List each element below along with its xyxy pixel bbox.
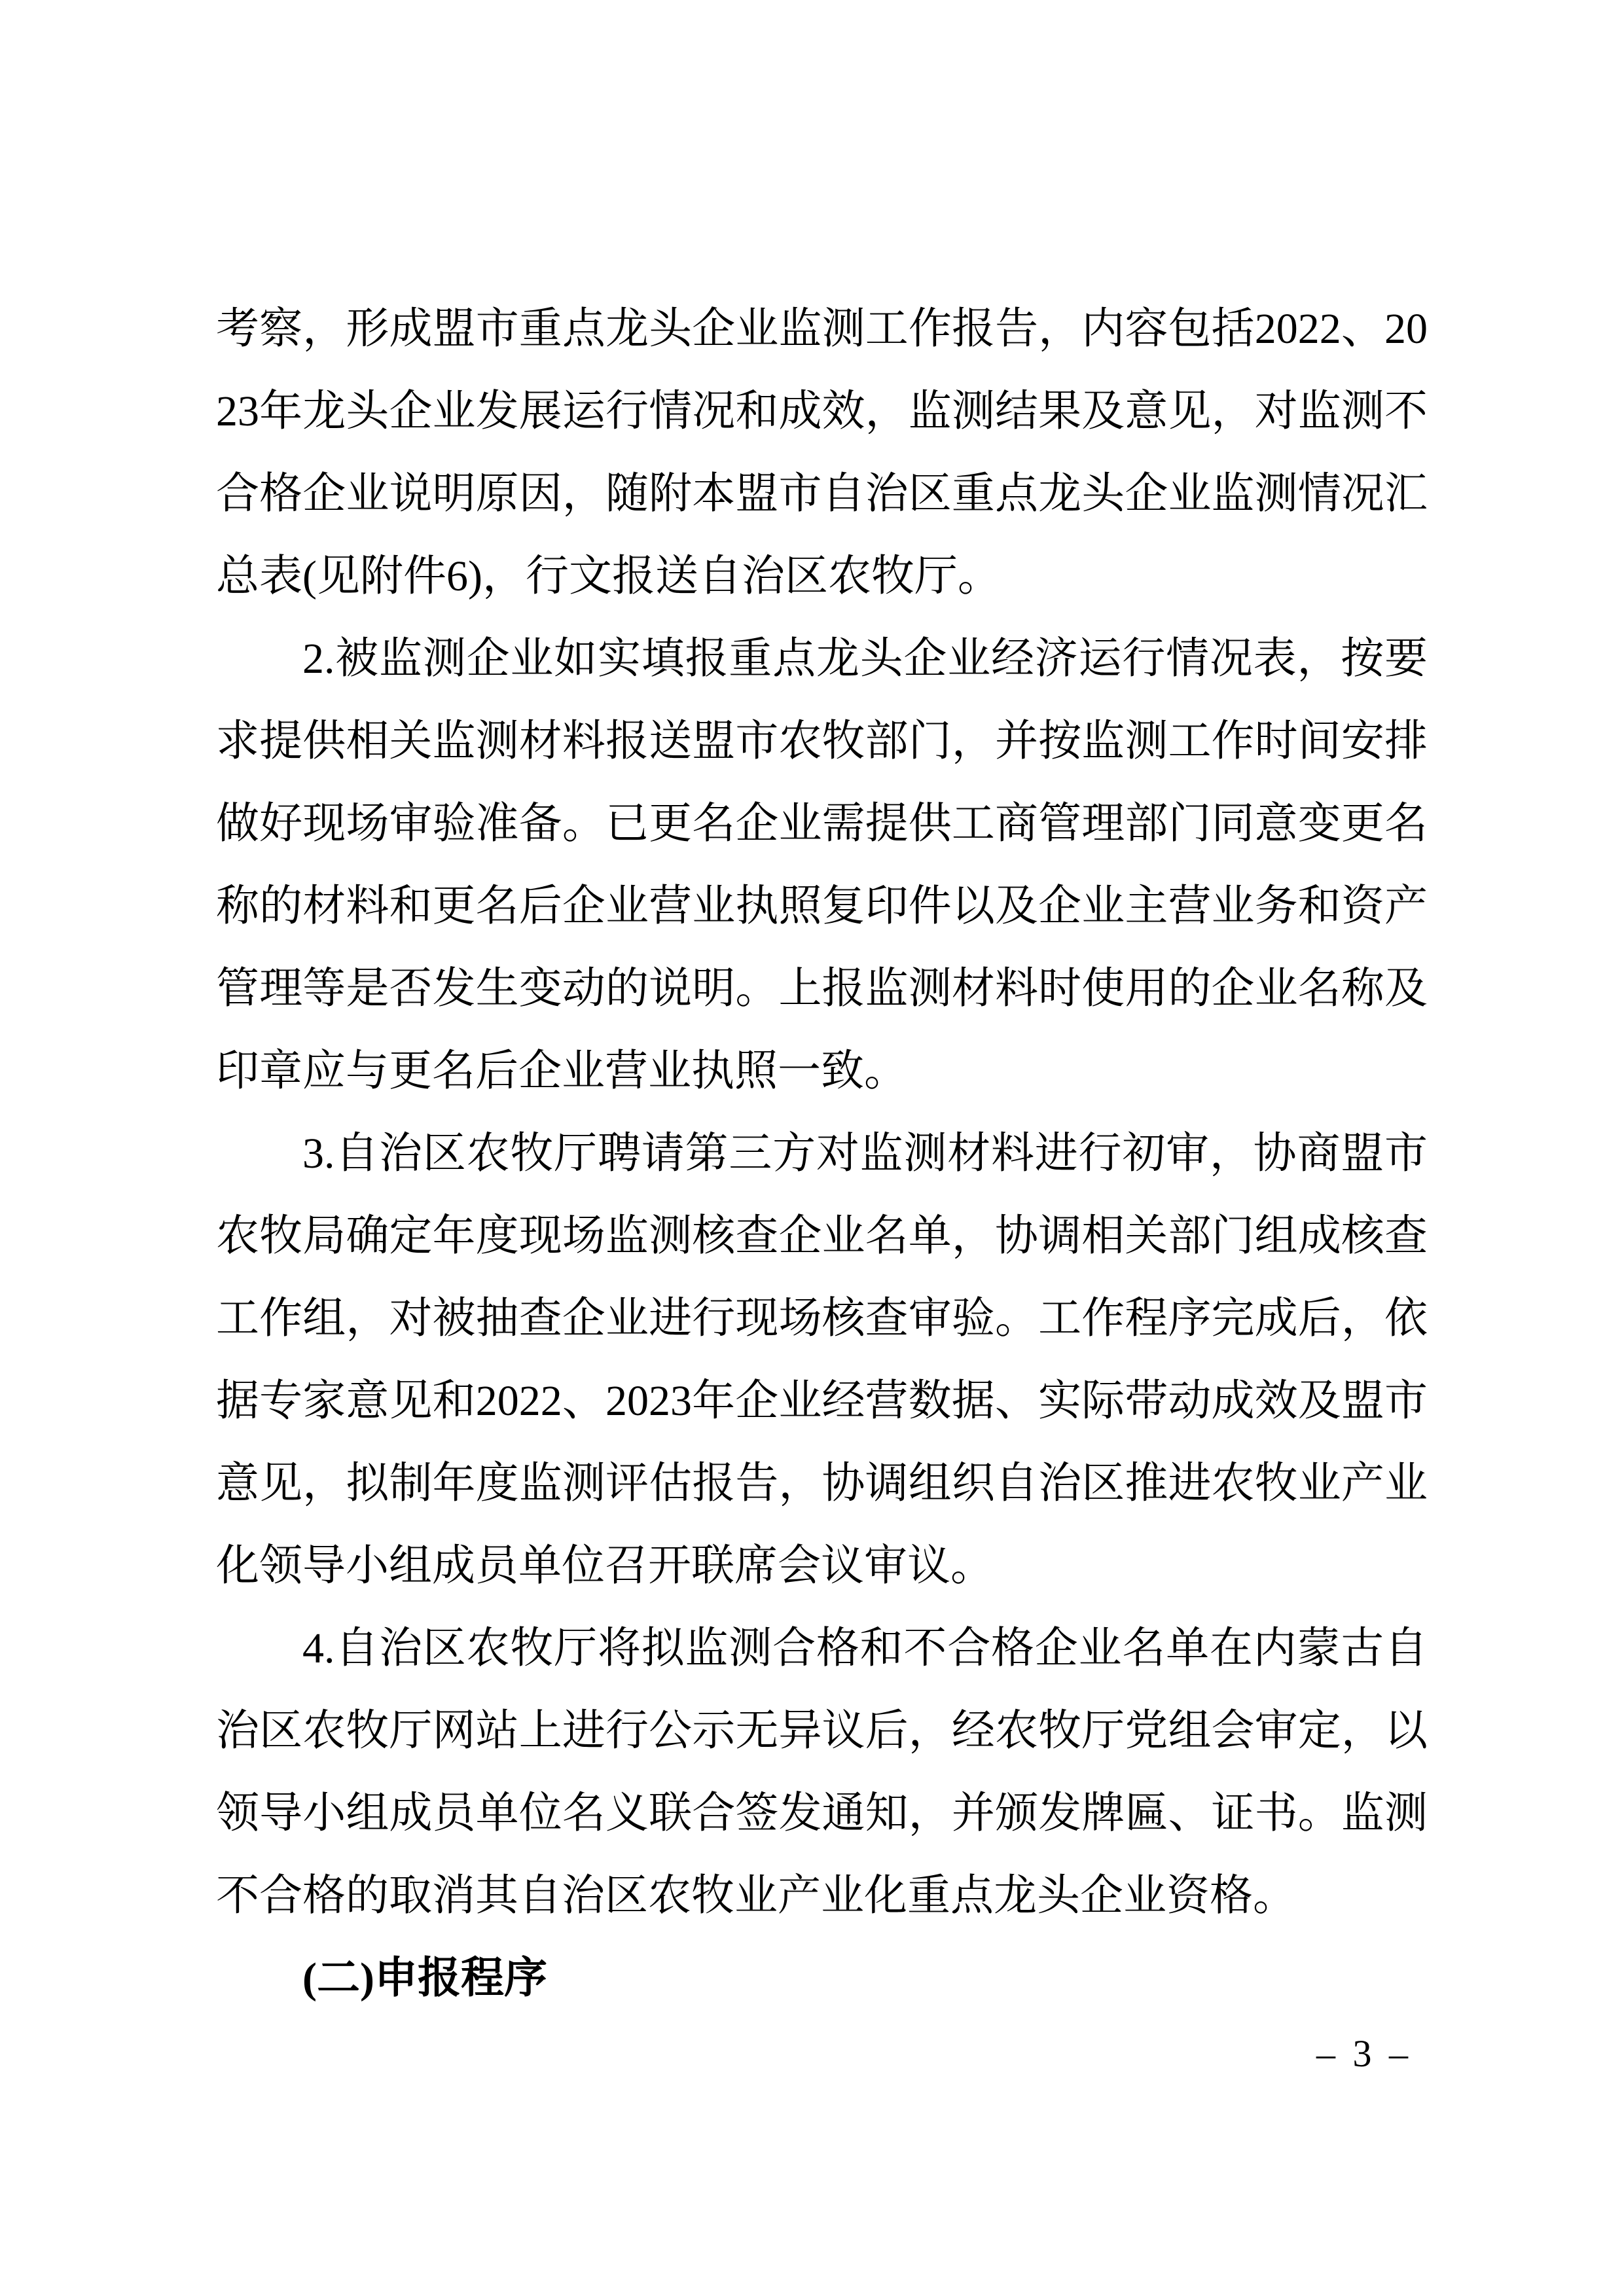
paragraph-item-3: 3.自治区农牧厅聘请第三方对监测材料进行初审，协商盟市农牧局确定年度现场监测核查企业名单，协调相关部门组成核查工作组，对被抽查企业进行现场核查审验。工作程序完成后，依据专家意见和2022、2023年企业经营数据、实际带动成效及盟市意见，拟制年度监测评估报告，协调组织自治区推进农牧业产业化领导小组成员单位召开联席会议审议。 xyxy=(216,1130,1428,1590)
page-number: – 3 – xyxy=(1316,2032,1412,2075)
page-footer xyxy=(1316,2028,1412,2080)
document-body xyxy=(216,288,1428,2020)
paragraph-monitor-report: 考察，形成盟市重点龙头企业监测工作报告，内容包括2022、2023年龙头企业发展运行情况和成效，监测结果及意见，对监测不合格企业说明原因，随附本盟市自治区重点龙头企业监测情况汇总表(见附件6)，行文报送自治区农牧厅。 xyxy=(216,305,1428,600)
paragraph-item-4: 4.自治区农牧厅将拟监测合格和不合格企业名单在内蒙古自治区农牧厅网站上进行公示无异议后，经农牧厅党组会审定，以领导小组成员单位名义联合签发通知，并颁发牌匾、证书。监测不合格的取消其自治区农牧业产业化重点龙头企业资格。 xyxy=(216,1624,1428,1920)
paragraph-item-2: 2.被监测企业如实填报重点龙头企业经济运行情况表，按要求提供相关监测材料报送盟市农牧部门，并按监测工作时间安排做好现场审验准备。已更名企业需提供工商管理部门同意变更名称的材料和更名后企业营业执照复印件以及企业主营业务和资产管理等是否发生变动的说明。上报监测材料时使用的企业名称及印章应与更名后企业营业执照一致。 xyxy=(216,635,1428,1095)
heading-declaration-procedure: (二)申报程序 xyxy=(302,1954,547,2002)
